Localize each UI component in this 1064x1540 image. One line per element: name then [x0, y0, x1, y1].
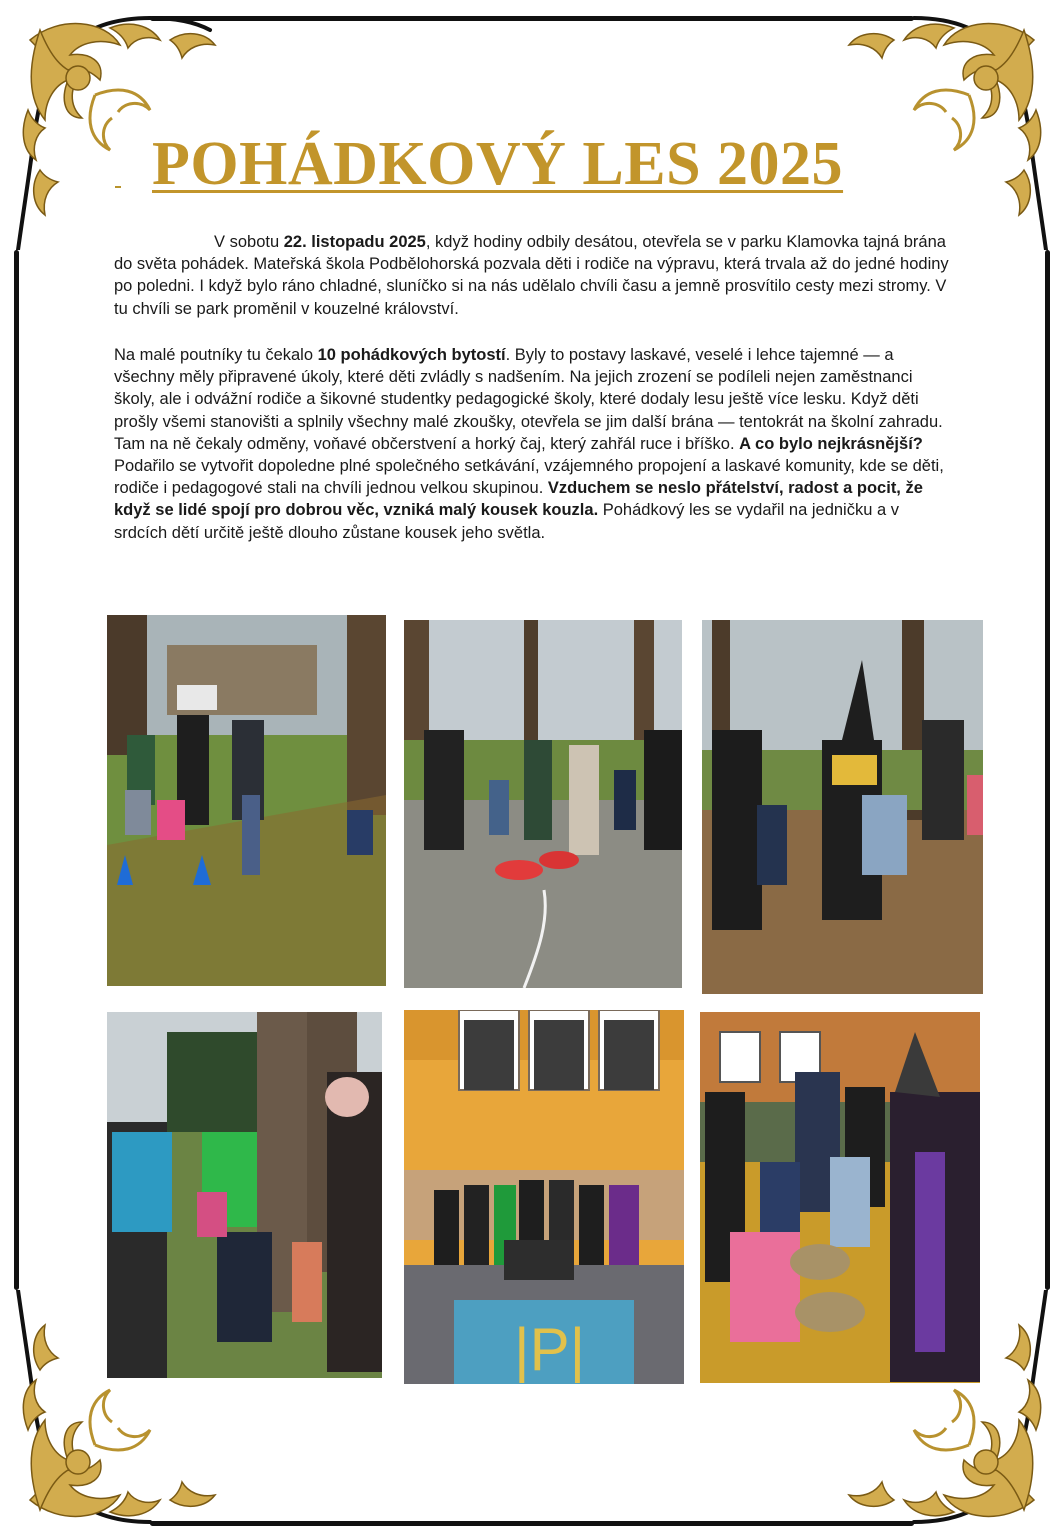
- paragraph-main-bold-2: A co bylo nejkrásnější?: [739, 434, 923, 453]
- frame-right-border: [1045, 250, 1050, 1290]
- frame-top-border: [150, 16, 914, 21]
- frame-bottom-border: [150, 1521, 914, 1526]
- photo-school-group: [404, 1010, 684, 1384]
- photo-leaves-costume: [702, 620, 983, 994]
- svg-text:|P|: |P|: [514, 1316, 586, 1383]
- title-dash-mark: [115, 186, 121, 188]
- paragraph-main-text-1: Na malé poutníky tu čekalo: [114, 346, 318, 364]
- paragraph-main-text-3: Podařilo se vytvořit dopoledne plné společného setkávání, vzájemného propojení a laskavé komunity, kde se děti, rodiče i pedagogové stali na chvíli jednou velkou skupinou.: [114, 457, 944, 498]
- paragraph-intro-text-1: V sobotu: [214, 233, 284, 251]
- photo-tree-green-costume: [107, 1012, 382, 1378]
- frame-left-border: [14, 250, 19, 1290]
- paragraph-main: [114, 344, 954, 544]
- paragraph-intro-text-2: , když hodiny odbily desátou, otevřela se v parku Klamovka tajná brána do světa pohádek. Mateřská škola Podbělohorská pozvala děti i rodiče na výpravu, která trvala až do jedné hodiny po poledni. I když bylo ráno chladné, sluníčko si na nás udělalo chvíli času a jemně prosvítilo cesty mezi stromy. V tu chvíli se park proměnil v kouzelné království.: [114, 233, 949, 318]
- photo-path-wheelbarrow: [404, 620, 682, 988]
- photo-witch-yellow-leaves: [700, 1012, 980, 1383]
- paragraph-intro: [114, 231, 954, 320]
- ornament-corner-top-left: [0, 0, 250, 250]
- paragraph-main-bold-1: 10 pohádkových bytostí: [317, 346, 506, 364]
- paragraph-main-text-4: Pohádkový les se vydařil na jedničku a v srdcích dětí určitě ještě dlouho zůstane kousek jeho světla.: [114, 501, 899, 542]
- page-title: POHÁDKOVÝ LES 2025: [152, 130, 844, 198]
- paragraph-main-bold-3: Vzduchem se neslo přátelství, radost a pocit, že když se lidé spojí pro dobrou věc, vzniká malý kousek kouzla.: [114, 479, 923, 520]
- paragraph-main-text-2: . Byly to postavy laskavé, veselé i lehce tajemné — a všechny měly připravené úkoly, které děti zvládly s nadšením. Na jejich zrození se podíleli nejen zaměstnanci školy, ale i odvážní rodiče a šikovné studentky pedagogické školy, které dodaly lesu ještě více lesku. Když děti prošly všemi stanovišti a splnily všechny malé zkoušky, otevřela se jim další brána — tentokrát na školní zahradu. Tam na ně čekaly odměny, voňavé občerstvení a horký čaj, který zahřál ruce i bříško.: [114, 346, 943, 453]
- photo-park-children-cones: [107, 615, 386, 986]
- ornament-corner-top-right: [814, 0, 1064, 250]
- paragraph-intro-date: 22. listopadu 2025: [283, 233, 426, 251]
